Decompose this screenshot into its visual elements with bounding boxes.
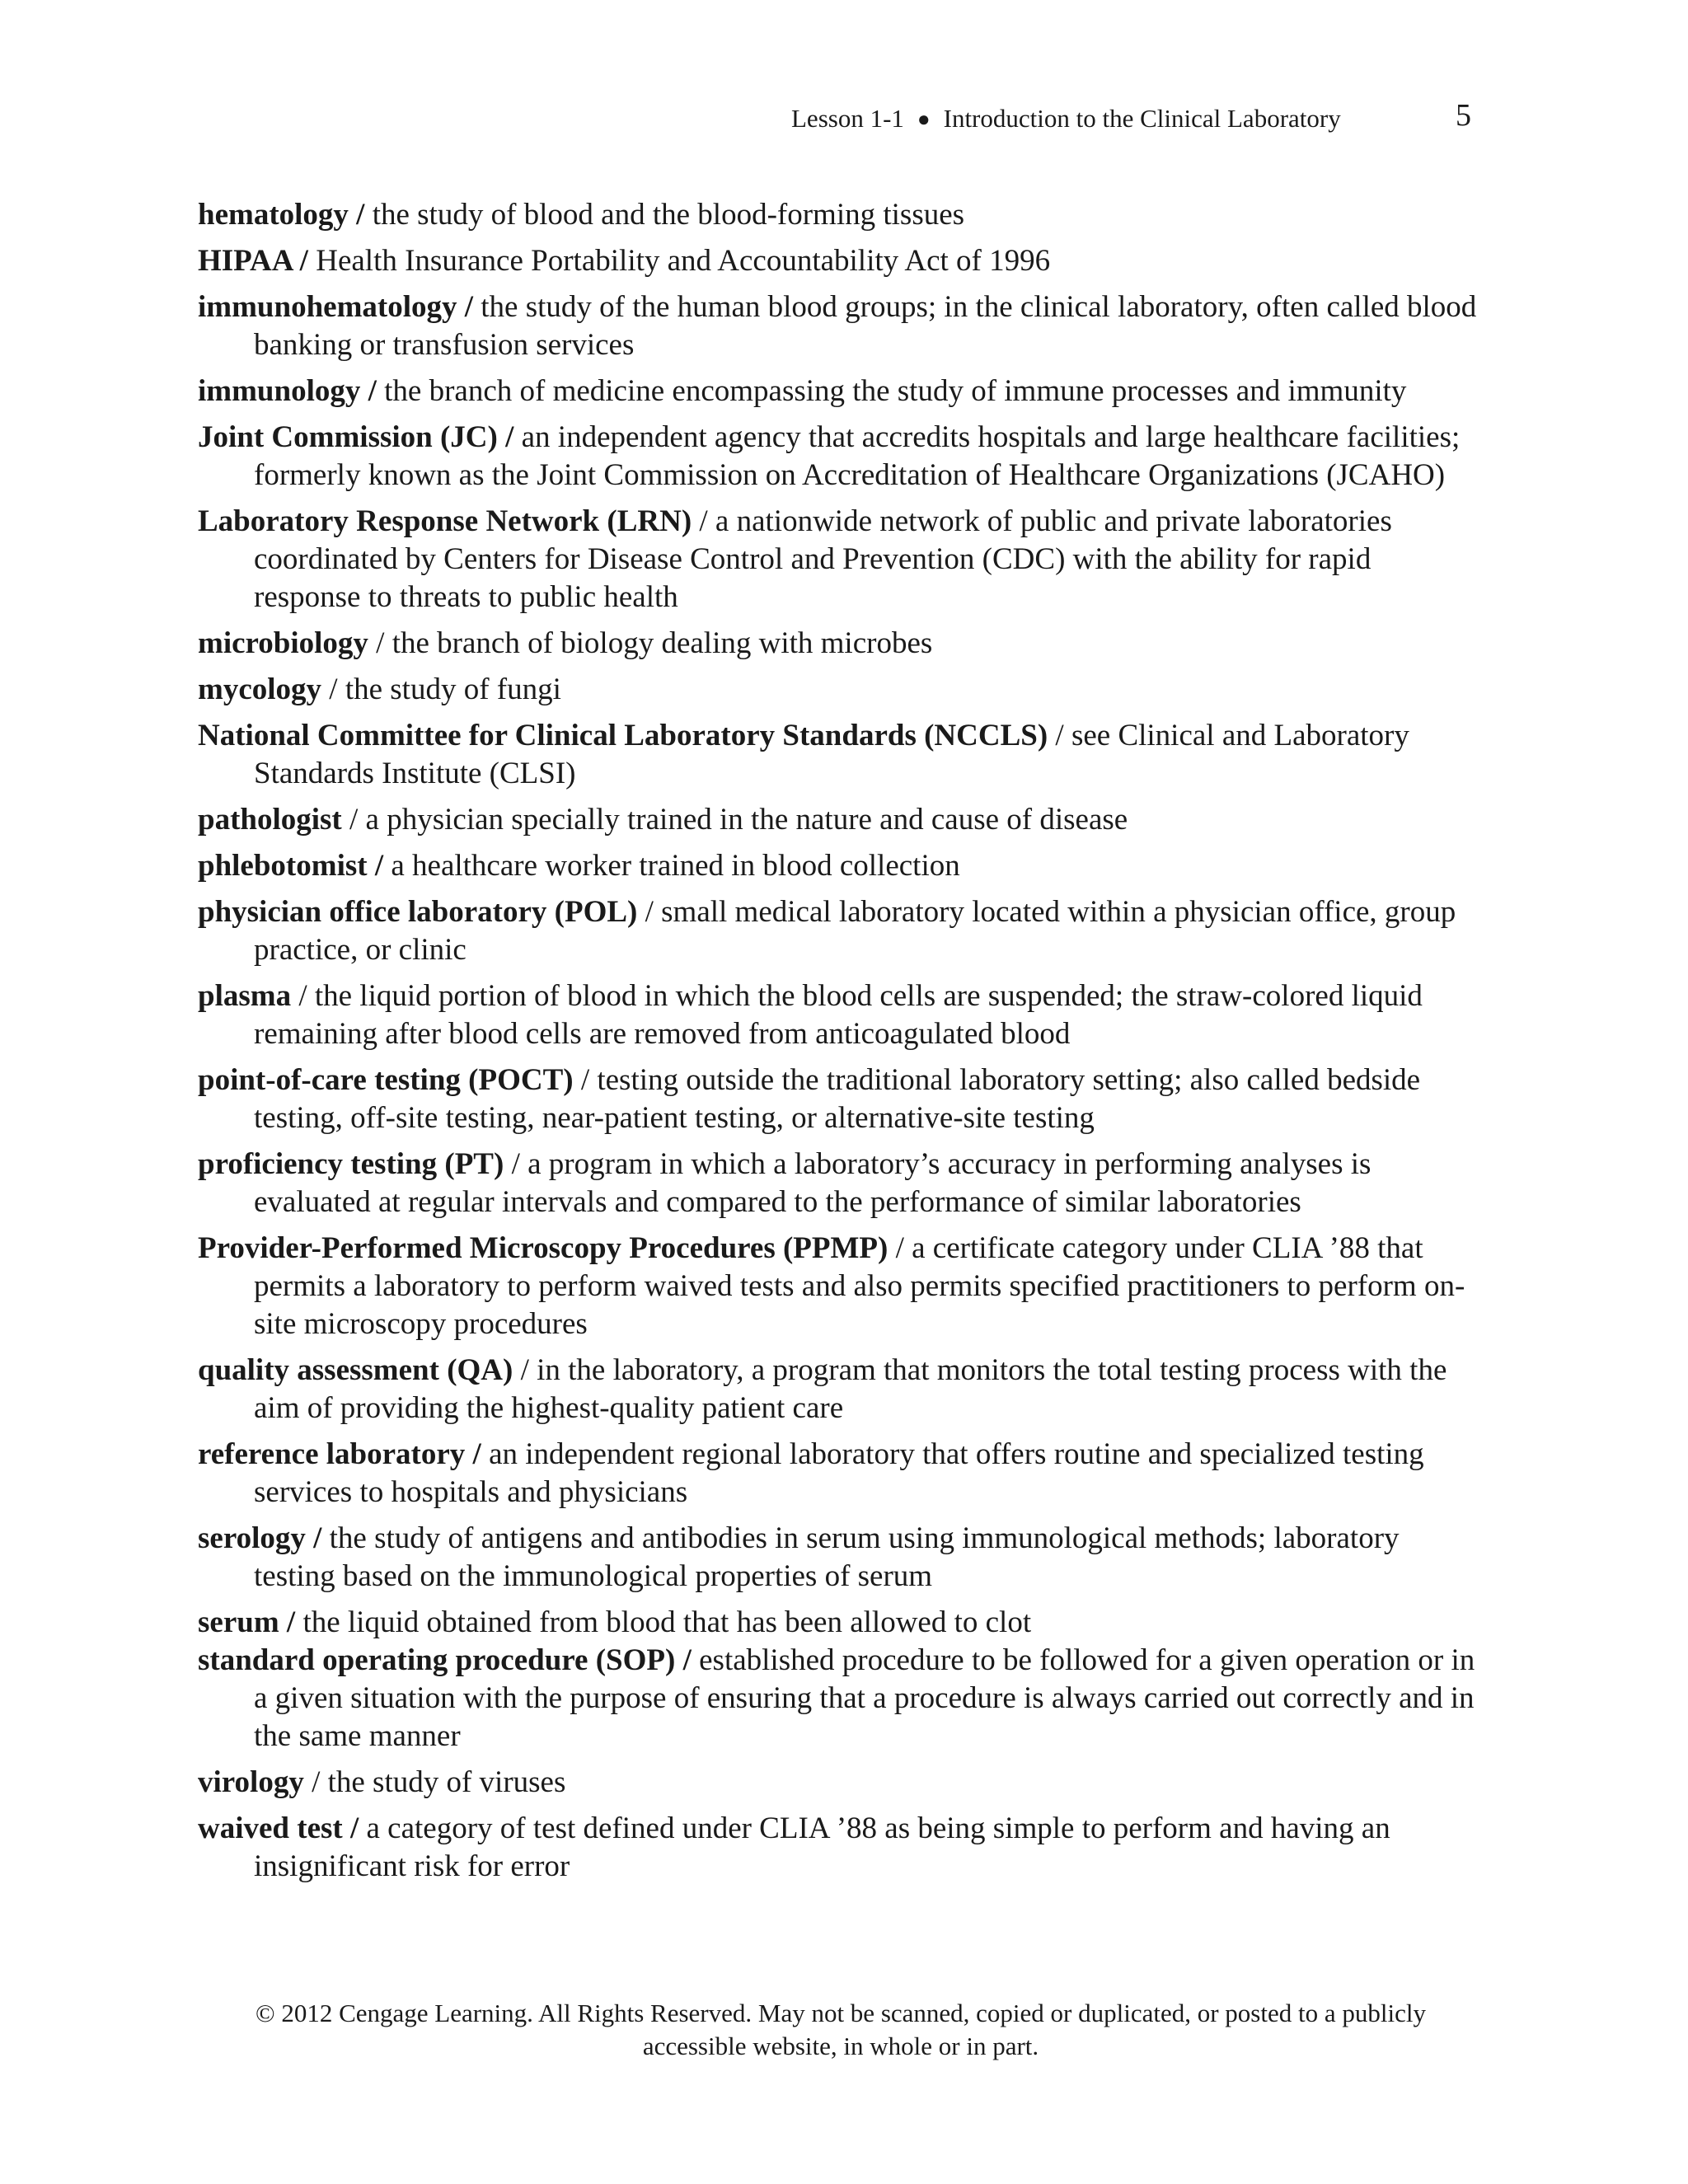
glossary-entry [198,242,1484,280]
glossary-definition: an independent agency that accredits hospitals and large healthcare facilities; formerly known as the Joint Commission on Accreditation of Healthcare Organizations (JCAHO) [254,420,1461,492]
glossary-term: reference laboratory / [198,1437,481,1471]
glossary-definition: testing outside the traditional laboratory setting; also called bedside testing, off-site testing, near-patient testing, or alternative-site testing [254,1063,1421,1135]
term-separator: / [504,1147,520,1181]
term-separator: / [291,979,307,1013]
glossary-entry [198,671,1484,709]
glossary-entry [198,625,1484,663]
glossary-entry [198,419,1484,494]
glossary-definition: established procedure to be followed for a given operation or in a given situation with the purpose of ensuring that a procedure is always carried out correctly and in the same manner [254,1643,1475,1753]
term-separator: / [321,673,338,706]
glossary-definition: the study of fungi [337,673,561,706]
glossary-entry [198,893,1484,969]
term-separator: / [573,1063,590,1097]
glossary-term: National Committee for Clinical Laboratory Standards (NCCLS) [198,719,1048,752]
glossary-entry [198,1146,1484,1221]
glossary-term: hematology / [198,198,365,232]
glossary-term: Joint Commission (JC) / [198,420,514,454]
glossary-definition: the liquid portion of blood in which the blood cells are suspended; the straw-colored liquid remaining after blood cells are removed from anticoagulated blood [254,979,1423,1051]
glossary-definition: a nationwide network of public and private laboratories coordinated by Centers for Disease Control and Prevention (CDC) with the ability for rapid response to threats to public health [254,504,1392,614]
glossary-definition: the liquid obtained from blood that has been allowed to clot [295,1605,1032,1639]
glossary-entry [198,288,1484,364]
glossary-term: serology / [198,1521,322,1555]
glossary-entry [198,1604,1484,1642]
glossary-entry [198,1810,1484,1886]
glossary-definition: the study of blood and the blood-forming tissues [364,198,965,232]
bullet-separator: ● [917,107,931,131]
glossary-term: HIPAA / [198,244,308,278]
glossary-definition: a program in which a laboratory’s accuracy in performing analyses is evaluated at regular intervals and compared to the performance of similar laboratories [254,1147,1372,1219]
glossary-entry [198,373,1484,410]
glossary-term: immunohematology / [198,290,474,324]
glossary-entry [198,1764,1484,1802]
glossary-term: physician office laboratory (POL) [198,895,638,929]
glossary-term: immunology / [198,374,377,408]
glossary-entry [198,1642,1484,1755]
glossary-entry [198,1352,1484,1427]
glossary-term: phlebotomist / [198,849,384,883]
glossary-term: proficiency testing (PT) [198,1147,504,1181]
glossary-term: waived test / [198,1811,359,1845]
term-separator: / [888,1231,904,1265]
glossary-term: mycology [198,673,322,706]
glossary-term: point-of-care testing (POCT) [198,1063,574,1097]
glossary-entry [198,801,1484,839]
glossary-term: serum / [198,1605,296,1639]
glossary-definition: Health Insurance Portability and Accountability Act of 1996 [307,244,1051,278]
glossary-term: virology [198,1765,304,1799]
glossary-definition: a healthcare worker trained in blood collection [383,849,960,883]
glossary-definition: small medical laboratory located within a physician office, group practice, or clinic [254,895,1456,967]
copyright-line-2: accessible website, in whole or in part. [642,2032,1039,2060]
glossary-term: microbiology [198,626,368,660]
glossary-definition: the study of antigens and antibodies in serum using immunological methods; laboratory testing based on the immunological properties of serum [254,1521,1400,1593]
glossary-definition: a physician specially trained in the nature and cause of disease [358,803,1128,837]
glossary-list [198,196,1484,1894]
glossary-entry [198,977,1484,1053]
running-head [791,102,1341,137]
glossary-entry [198,1062,1484,1137]
glossary-entry [198,196,1484,234]
glossary-term: quality assessment (QA) [198,1353,513,1387]
glossary-term: pathologist [198,803,342,837]
term-separator: / [692,504,708,538]
glossary-definition: the branch of medicine encompassing the study of immune processes and immunity [376,374,1407,408]
term-separator: / [1048,719,1064,752]
copyright-footer [165,1997,1517,2063]
glossary-entry [198,1520,1484,1596]
glossary-definition: the study of viruses [320,1765,566,1799]
glossary-definition: an independent regional laboratory that offers routine and specialized testing services to hospitals and physicians [254,1437,1424,1509]
term-separator: / [303,1765,321,1799]
glossary-definition: see Clinical and Laboratory Standards Institute (CLSI) [254,719,1409,790]
term-separator: / [637,895,654,929]
glossary-term: standard operating procedure (SOP) / [198,1643,692,1677]
glossary-entry [198,503,1484,616]
lesson-title: Introduction to the Clinical Laboratory [943,104,1341,133]
glossary-term: Provider-Performed Microscopy Procedures (PPMP) [198,1231,889,1265]
glossary-term: Laboratory Response Network (LRN) [198,504,692,538]
glossary-term: plasma [198,979,292,1013]
glossary-definition: in the laboratory, a program that monitors the total testing process with the aim of providing the highest-quality patient care [254,1353,1447,1425]
copyright-line-1: © 2012 Cengage Learning. All Rights Reserved. May not be scanned, copied or duplicated, or posted to a publicly [256,1999,1426,2027]
page-number: 5 [1456,98,1471,133]
term-separator: / [368,626,385,660]
term-separator: / [513,1353,529,1387]
glossary-definition: a certificate category under CLIA ’88 that permits a laboratory to perform waived tests and also permits specified practitioners to perform on-site microscopy procedures [254,1231,1465,1341]
lesson-number: Lesson 1-1 [791,104,904,133]
term-separator: / [341,803,359,837]
glossary-entry [198,1230,1484,1343]
glossary-definition: the study of the human blood groups; in the clinical laboratory, often called blood banking or transfusion services [254,290,1477,362]
glossary-entry [198,1436,1484,1511]
glossary-entry [198,847,1484,885]
glossary-definition: the branch of biology dealing with microbes [384,626,933,660]
glossary-entry [198,717,1484,793]
glossary-definition: a category of test defined under CLIA ’88 as being simple to perform and having an insignificant risk for error [254,1811,1390,1883]
